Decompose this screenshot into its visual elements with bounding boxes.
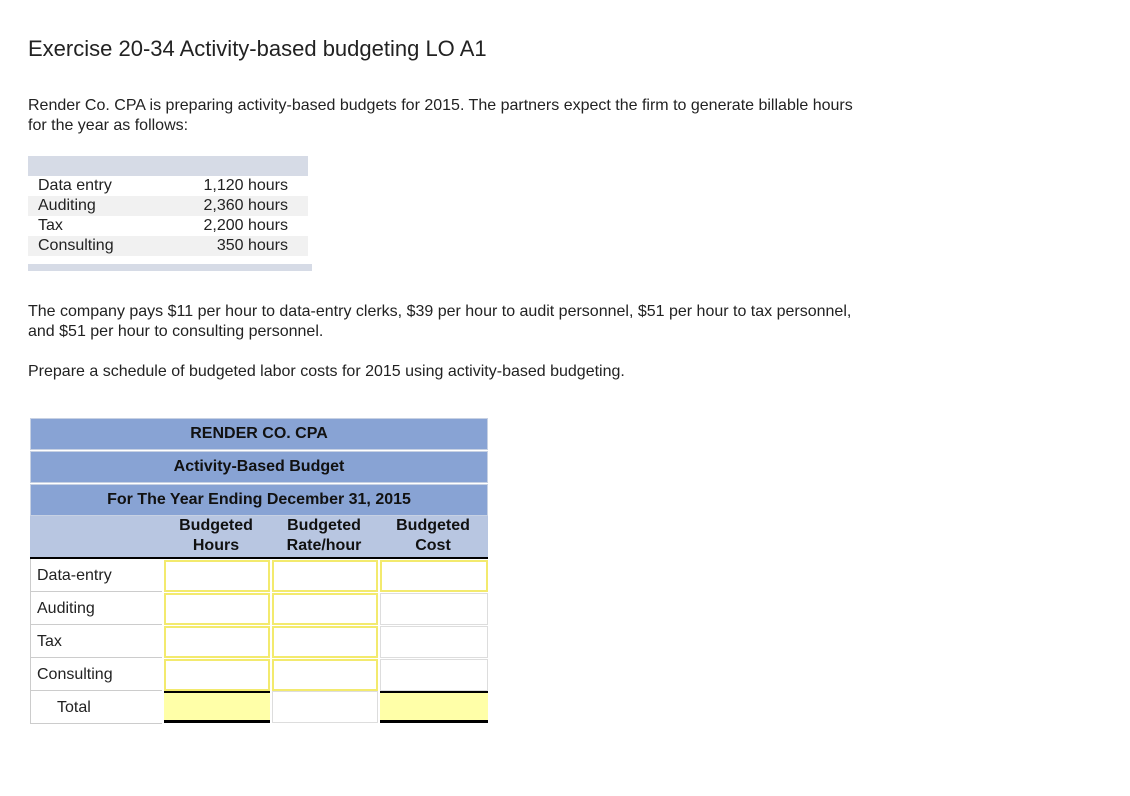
- column-header-line: Rate/hour: [286, 537, 362, 554]
- table-name: Activity-Based Budget: [30, 451, 488, 483]
- hours-row-tax: [28, 216, 308, 236]
- data-entry-rate-input[interactable]: [272, 560, 378, 592]
- hours-value: 350 hours: [216, 237, 288, 254]
- row-label-total: Total: [30, 691, 162, 724]
- auditing-rate-input[interactable]: [272, 593, 378, 625]
- table-period: For The Year Ending December 31, 2015: [30, 484, 488, 516]
- tax-cost-input[interactable]: [380, 626, 488, 658]
- auditing-cost-input[interactable]: [380, 593, 488, 625]
- hours-row-data-entry: [28, 176, 308, 196]
- intro-text: Render Co. CPA is preparing activity-based budgets for 2015. The partners expect the firm to generate billable hours for the year as follows:: [28, 97, 853, 134]
- tax-hours-input[interactable]: [164, 626, 270, 658]
- consulting-hours-input[interactable]: [164, 659, 270, 691]
- rates-text: The company pays $11 per hour to data-entry clerks, $39 per hour to audit personnel, $51 per hour to tax personnel, and $51 per hour to consulting personnel.: [28, 303, 852, 340]
- hours-value: 1,120 hours: [203, 177, 288, 194]
- row-label-tax: Tax: [30, 625, 162, 658]
- total-hours-input[interactable]: [164, 691, 270, 723]
- hours-label: Tax: [38, 217, 63, 234]
- tax-rate-input[interactable]: [272, 626, 378, 658]
- budget-table: [30, 418, 488, 724]
- consulting-rate-input[interactable]: [272, 659, 378, 691]
- column-header-line: Budgeted: [287, 517, 361, 534]
- exercise-title: Exercise 20-34 Activity-based budgeting LO A1: [28, 36, 487, 61]
- hours-table-footer: [28, 264, 312, 271]
- table-company: RENDER CO. CPA: [30, 418, 488, 450]
- column-header-hours: [162, 516, 270, 558]
- data-entry-hours-input[interactable]: [164, 560, 270, 592]
- total-cost-input[interactable]: [380, 691, 488, 723]
- consulting-cost-input[interactable]: [380, 659, 488, 691]
- hours-value: 2,200 hours: [203, 217, 288, 234]
- hours-table-header: [28, 156, 308, 176]
- column-header-blank: [30, 516, 162, 558]
- hours-row-consulting: [28, 236, 308, 256]
- row-label-data-entry: Data-entry: [30, 559, 162, 592]
- column-header-line: Cost: [415, 537, 451, 554]
- hours-label: Data entry: [38, 177, 112, 194]
- hours-label: Consulting: [38, 237, 114, 254]
- hours-value: 2,360 hours: [203, 197, 288, 214]
- row-label-auditing: Auditing: [30, 592, 162, 625]
- column-header-line: Budgeted: [396, 517, 470, 534]
- column-header-line: Hours: [192, 537, 240, 554]
- hours-row-auditing: [28, 196, 308, 216]
- column-header-line: Budgeted: [179, 517, 253, 534]
- column-header-rate: [270, 516, 378, 558]
- auditing-hours-input[interactable]: [164, 593, 270, 625]
- data-entry-cost-input[interactable]: [380, 560, 488, 592]
- prompt-text: Prepare a schedule of budgeted labor costs for 2015 using activity-based budgeting.: [28, 363, 625, 380]
- row-label-consulting: Consulting: [30, 658, 162, 691]
- hours-label: Auditing: [38, 197, 96, 214]
- column-header-cost: [378, 516, 488, 558]
- total-rate-cell: [272, 691, 378, 723]
